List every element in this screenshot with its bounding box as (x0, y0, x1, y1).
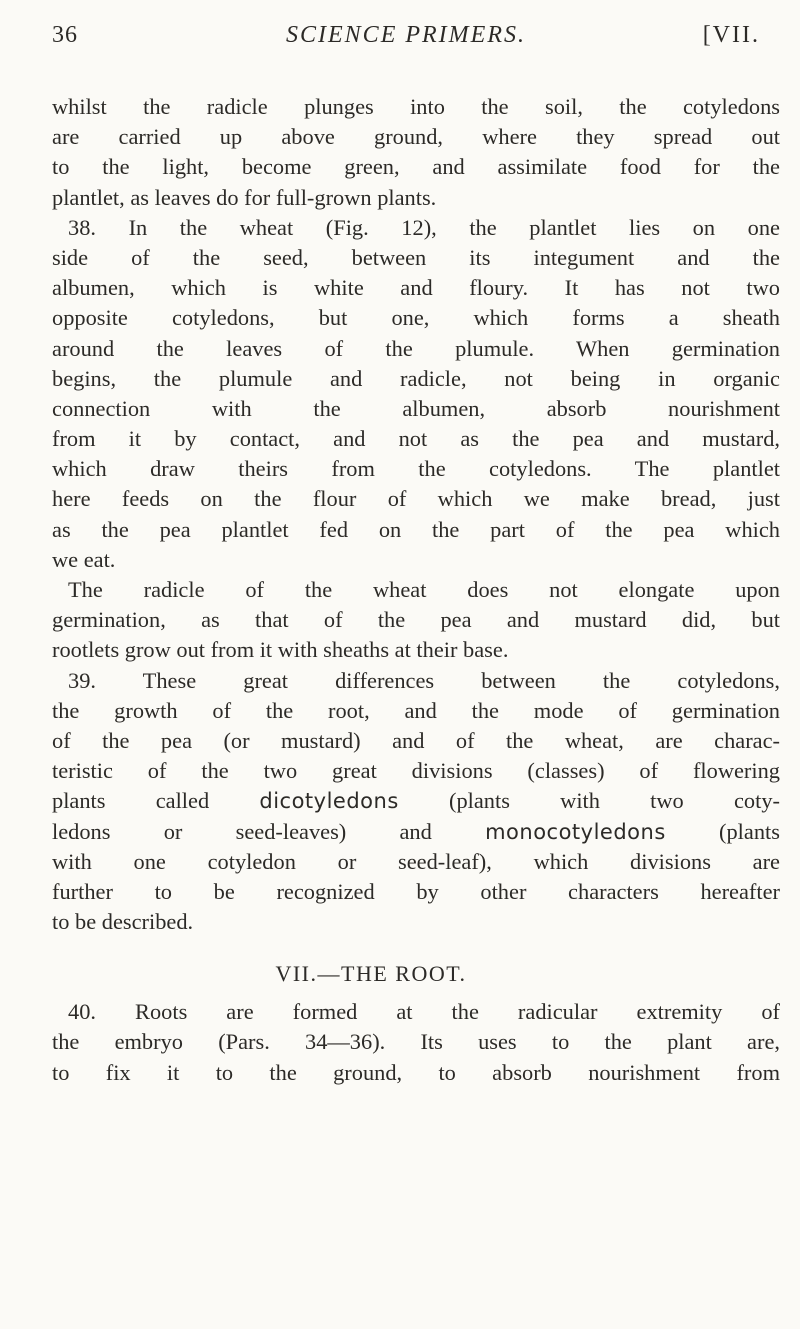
paragraph-40 (52, 997, 780, 1088)
text-line: the embryo (Pars. 34—36). Its uses to the plant are, (52, 1029, 780, 1055)
text-line: to fix it to the ground, to absorb nourishment from (52, 1059, 780, 1085)
text-line: rootlets grow out from it with sheaths at their base. (52, 637, 509, 663)
text-line: germination, as that of the pea and mustard did, but (52, 607, 780, 633)
term-dicotyledons: dicotyledons (259, 789, 399, 814)
text-fragment: (plants (719, 818, 780, 844)
text-line: here feeds on the flour of which we make bread, just (52, 486, 780, 512)
text-line: further to be recognized by other characters hereafter (52, 878, 780, 904)
text-line: of the pea (or mustard) and of the wheat, are charac- (52, 727, 780, 753)
text-line: to the light, become green, and assimilate food for the (52, 154, 780, 180)
term-monocotyledons: monocotyledons (485, 819, 666, 844)
text-line: 40. Roots are formed at the radicular extremity of (68, 999, 780, 1025)
paragraph-39 (52, 666, 780, 938)
text-line: teristic of the two great divisions (classes) of flowering (52, 758, 780, 784)
text-line: connection with the albumen, absorb nourishment (52, 395, 780, 421)
paragraph-38 (52, 213, 780, 575)
text-line: The radicle of the wheat does not elongate upon (68, 577, 780, 602)
text-fragment: ledons or seed-leaves) and (52, 818, 432, 844)
text-line: we eat. (52, 546, 116, 572)
page-header (52, 22, 760, 62)
text-line: with one cotyledon or seed-leaf), which divisions are (52, 848, 780, 874)
text-line: are carried up above ground, where they spread out (52, 124, 780, 150)
text-fragment: plants called (52, 788, 210, 814)
text-line: to be described. (52, 909, 194, 935)
text-line: side of the seed, between its integument and the (52, 244, 780, 270)
running-title: SCIENCE PRIMERS. (286, 22, 526, 48)
text-line: 38. In the wheat (Fig. 12), the plantlet lies on one (68, 214, 780, 240)
text-line: as the pea plantlet fed on the part of the pea which (52, 516, 780, 542)
text-line: the growth of the root, and the mode of germination (52, 697, 780, 723)
section-marker: [VII. (702, 22, 760, 48)
text-line: albumen, which is white and floury. It has not two (52, 275, 780, 301)
text-line: from it by contact, and not as the pea and mustard, (52, 426, 780, 452)
text-line: plantlet, as leaves do for full-grown plants. (52, 184, 437, 210)
text-line (52, 817, 780, 847)
text-line: around the leaves of the plumule. When germination (52, 335, 780, 361)
text-line: 39. These great differences between the cotyledons, (68, 667, 780, 693)
text-line: which draw theirs from the cotyledons. The plantlet (52, 456, 780, 482)
text-fragment: (plants with two coty- (449, 788, 780, 814)
paragraph-continuation (52, 92, 780, 213)
body-text (52, 92, 780, 1088)
paragraph-radicle (52, 575, 780, 666)
section-heading: VII.—THE ROOT. (275, 961, 467, 987)
page-number: 36 (52, 22, 78, 48)
text-line (52, 786, 780, 816)
text-line: opposite cotyledons, but one, which forms a sheath (52, 305, 780, 331)
text-line: whilst the radicle plunges into the soil, the cotyledons (52, 94, 780, 119)
text-line: begins, the plumule and radicle, not being in organic (52, 365, 780, 391)
